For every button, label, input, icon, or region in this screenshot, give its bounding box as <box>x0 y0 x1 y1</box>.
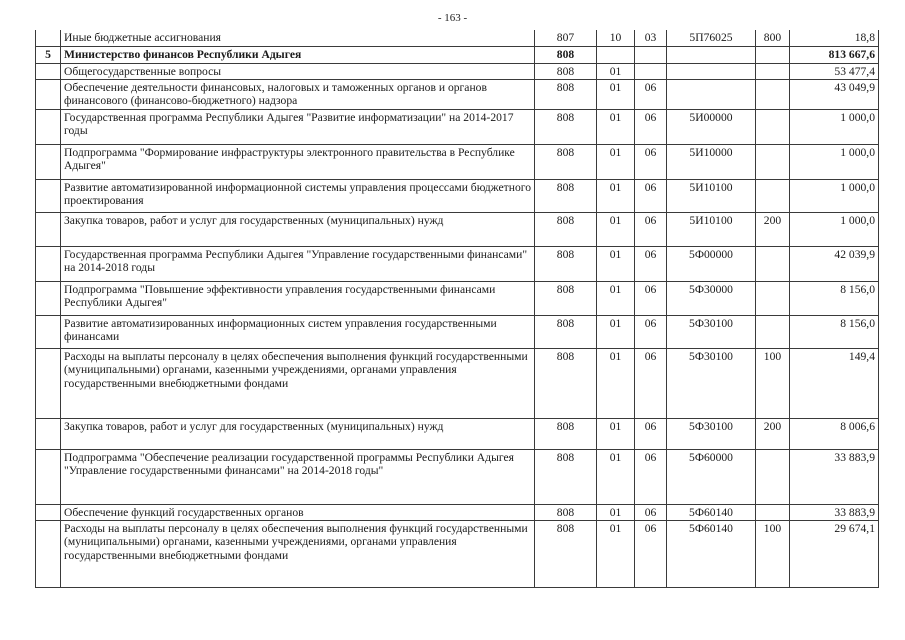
expense-type-cell <box>756 246 790 281</box>
table-body <box>36 30 879 587</box>
target-article-cell: 5Ф30100 <box>667 348 756 418</box>
table-row <box>36 315 879 348</box>
table-row <box>36 212 879 246</box>
amount-cell: 43 049,9 <box>790 79 879 109</box>
row-number-cell <box>36 281 61 315</box>
row-number-cell <box>36 246 61 281</box>
ministry-code-cell: 808 <box>535 504 597 520</box>
section-code-cell: 01 <box>597 504 635 520</box>
subsection-code-cell: 06 <box>635 246 667 281</box>
row-number-cell <box>36 109 61 144</box>
table-row <box>36 46 879 63</box>
row-number-cell <box>36 79 61 109</box>
expense-type-cell <box>756 63 790 79</box>
table-row <box>36 63 879 79</box>
expense-type-cell <box>756 144 790 179</box>
expense-type-cell: 100 <box>756 520 790 587</box>
table-row <box>36 246 879 281</box>
ministry-code-cell: 808 <box>535 46 597 63</box>
amount-cell: 1 000,0 <box>790 179 879 212</box>
subsection-code-cell: 06 <box>635 315 667 348</box>
section-code-cell: 01 <box>597 179 635 212</box>
expense-type-cell: 200 <box>756 418 790 449</box>
amount-cell: 33 883,9 <box>790 449 879 504</box>
amount-cell: 149,4 <box>790 348 879 418</box>
target-article-cell: 5Ф60140 <box>667 504 756 520</box>
target-article-cell: 5И10000 <box>667 144 756 179</box>
section-code-cell: 01 <box>597 63 635 79</box>
table-row <box>36 30 879 46</box>
expense-type-cell <box>756 281 790 315</box>
target-article-cell <box>667 63 756 79</box>
ministry-code-cell: 808 <box>535 212 597 246</box>
ministry-code-cell: 808 <box>535 109 597 144</box>
subsection-code-cell: 06 <box>635 520 667 587</box>
row-name-cell: Иные бюджетные ассигнования <box>61 30 535 46</box>
ministry-code-cell: 808 <box>535 315 597 348</box>
row-name-cell: Государственная программа Республики Адыгея "Управление государственными финансами" на 2014-2018 годы <box>61 246 535 281</box>
row-name-cell: Расходы на выплаты персоналу в целях обеспечения выполнения функций государственными (муниципальными) органами, казенными учреждениями, органами управления государственными внебюджетными фондами <box>61 348 535 418</box>
row-name-cell: Обеспечение функций государственных органов <box>61 504 535 520</box>
row-name-cell: Закупка товаров, работ и услуг для государственных (муниципальных) нужд <box>61 418 535 449</box>
subsection-code-cell <box>635 63 667 79</box>
expense-type-cell <box>756 504 790 520</box>
row-number-cell <box>36 504 61 520</box>
amount-cell: 53 477,4 <box>790 63 879 79</box>
ministry-code-cell: 808 <box>535 179 597 212</box>
section-code-cell: 01 <box>597 348 635 418</box>
ministry-code-cell: 808 <box>535 144 597 179</box>
target-article-cell: 5И10100 <box>667 179 756 212</box>
ministry-code-cell: 808 <box>535 63 597 79</box>
expense-type-cell: 800 <box>756 30 790 46</box>
subsection-code-cell: 06 <box>635 504 667 520</box>
subsection-code-cell <box>635 46 667 63</box>
row-name-cell: Закупка товаров, работ и услуг для государственных (муниципальных) нужд <box>61 212 535 246</box>
table-row <box>36 449 879 504</box>
amount-cell: 33 883,9 <box>790 504 879 520</box>
amount-cell: 18,8 <box>790 30 879 46</box>
table-row <box>36 504 879 520</box>
row-number-cell <box>36 212 61 246</box>
amount-cell: 1 000,0 <box>790 109 879 144</box>
ministry-code-cell: 807 <box>535 30 597 46</box>
subsection-code-cell: 06 <box>635 179 667 212</box>
section-code-cell: 01 <box>597 315 635 348</box>
row-number-cell <box>36 315 61 348</box>
row-number-cell <box>36 63 61 79</box>
section-code-cell: 01 <box>597 449 635 504</box>
section-code-cell <box>597 46 635 63</box>
ministry-code-cell: 808 <box>535 449 597 504</box>
row-number-cell <box>36 418 61 449</box>
table-row <box>36 79 879 109</box>
ministry-code-cell: 808 <box>535 418 597 449</box>
ministry-code-cell: 808 <box>535 520 597 587</box>
row-number-cell <box>36 449 61 504</box>
subsection-code-cell: 06 <box>635 144 667 179</box>
amount-cell: 813 667,6 <box>790 46 879 63</box>
target-article-cell: 5Ф00000 <box>667 246 756 281</box>
target-article-cell <box>667 46 756 63</box>
amount-cell: 1 000,0 <box>790 144 879 179</box>
section-code-cell: 01 <box>597 418 635 449</box>
target-article-cell: 5И10100 <box>667 212 756 246</box>
row-name-cell: Подпрограмма "Повышение эффективности управления государственными финансами Республики Адыгея" <box>61 281 535 315</box>
amount-cell: 8 156,0 <box>790 315 879 348</box>
amount-cell: 42 039,9 <box>790 246 879 281</box>
section-code-cell: 01 <box>597 144 635 179</box>
target-article-cell: 5И00000 <box>667 109 756 144</box>
section-code-cell: 01 <box>597 212 635 246</box>
row-name-cell: Министерство финансов Республики Адыгея <box>61 46 535 63</box>
ministry-code-cell: 808 <box>535 281 597 315</box>
table-row <box>36 109 879 144</box>
row-name-cell: Развитие автоматизированных информационных систем управления государственными финансами <box>61 315 535 348</box>
ministry-code-cell: 808 <box>535 348 597 418</box>
target-article-cell: 5Ф60000 <box>667 449 756 504</box>
expense-type-cell <box>756 46 790 63</box>
target-article-cell: 5Ф60140 <box>667 520 756 587</box>
subsection-code-cell: 06 <box>635 109 667 144</box>
table-row <box>36 144 879 179</box>
table-row <box>36 179 879 212</box>
target-article-cell: 5Ф30100 <box>667 418 756 449</box>
section-code-cell: 01 <box>597 520 635 587</box>
target-article-cell: 5Ф30100 <box>667 315 756 348</box>
expense-type-cell <box>756 79 790 109</box>
section-code-cell: 10 <box>597 30 635 46</box>
budget-table <box>35 30 879 588</box>
expense-type-cell <box>756 315 790 348</box>
row-name-cell: Подпрограмма "Обеспечение реализации государственной программы Республики Адыгея "Управление государственными финансами" на 2014-2018 годы" <box>61 449 535 504</box>
expense-type-cell: 100 <box>756 348 790 418</box>
amount-cell: 1 000,0 <box>790 212 879 246</box>
row-number-cell <box>36 144 61 179</box>
row-name-cell: Обеспечение деятельности финансовых, налоговых и таможенных органов и органов финансового (финансово-бюджетного) надзора <box>61 79 535 109</box>
subsection-code-cell: 06 <box>635 281 667 315</box>
ministry-code-cell: 808 <box>535 79 597 109</box>
target-article-cell: 5П76025 <box>667 30 756 46</box>
subsection-code-cell: 06 <box>635 418 667 449</box>
row-number-cell <box>36 179 61 212</box>
row-number-cell: 5 <box>36 46 61 63</box>
subsection-code-cell: 06 <box>635 348 667 418</box>
page-number: - 163 - <box>437 12 468 24</box>
target-article-cell <box>667 79 756 109</box>
row-name-cell: Расходы на выплаты персоналу в целях обеспечения выполнения функций государственными (муниципальными) органами, казенными учреждениями, органами управления государственными внебюджетными фондами <box>61 520 535 587</box>
expense-type-cell <box>756 449 790 504</box>
table-row <box>36 281 879 315</box>
target-article-cell: 5Ф30000 <box>667 281 756 315</box>
row-name-cell: Развитие автоматизированной информационной системы управления процессами бюджетного проектирования <box>61 179 535 212</box>
amount-cell: 29 674,1 <box>790 520 879 587</box>
subsection-code-cell: 06 <box>635 79 667 109</box>
subsection-code-cell: 03 <box>635 30 667 46</box>
ministry-code-cell: 808 <box>535 246 597 281</box>
amount-cell: 8 156,0 <box>790 281 879 315</box>
table-row <box>36 348 879 418</box>
amount-cell: 8 006,6 <box>790 418 879 449</box>
row-number-cell <box>36 520 61 587</box>
section-code-cell: 01 <box>597 79 635 109</box>
table-row <box>36 520 879 587</box>
section-code-cell: 01 <box>597 109 635 144</box>
subsection-code-cell: 06 <box>635 212 667 246</box>
section-code-cell: 01 <box>597 246 635 281</box>
row-name-cell: Государственная программа Республики Адыгея "Развитие информатизации" на 2014-2017 годы <box>61 109 535 144</box>
row-name-cell: Подпрограмма "Формирование инфраструктуры электронного правительства в Республике Адыгея" <box>61 144 535 179</box>
row-name-cell: Общегосударственные вопросы <box>61 63 535 79</box>
row-number-cell <box>36 30 61 46</box>
row-number-cell <box>36 348 61 418</box>
expense-type-cell <box>756 109 790 144</box>
subsection-code-cell: 06 <box>635 449 667 504</box>
expense-type-cell <box>756 179 790 212</box>
section-code-cell: 01 <box>597 281 635 315</box>
expense-type-cell: 200 <box>756 212 790 246</box>
table-row <box>36 418 879 449</box>
